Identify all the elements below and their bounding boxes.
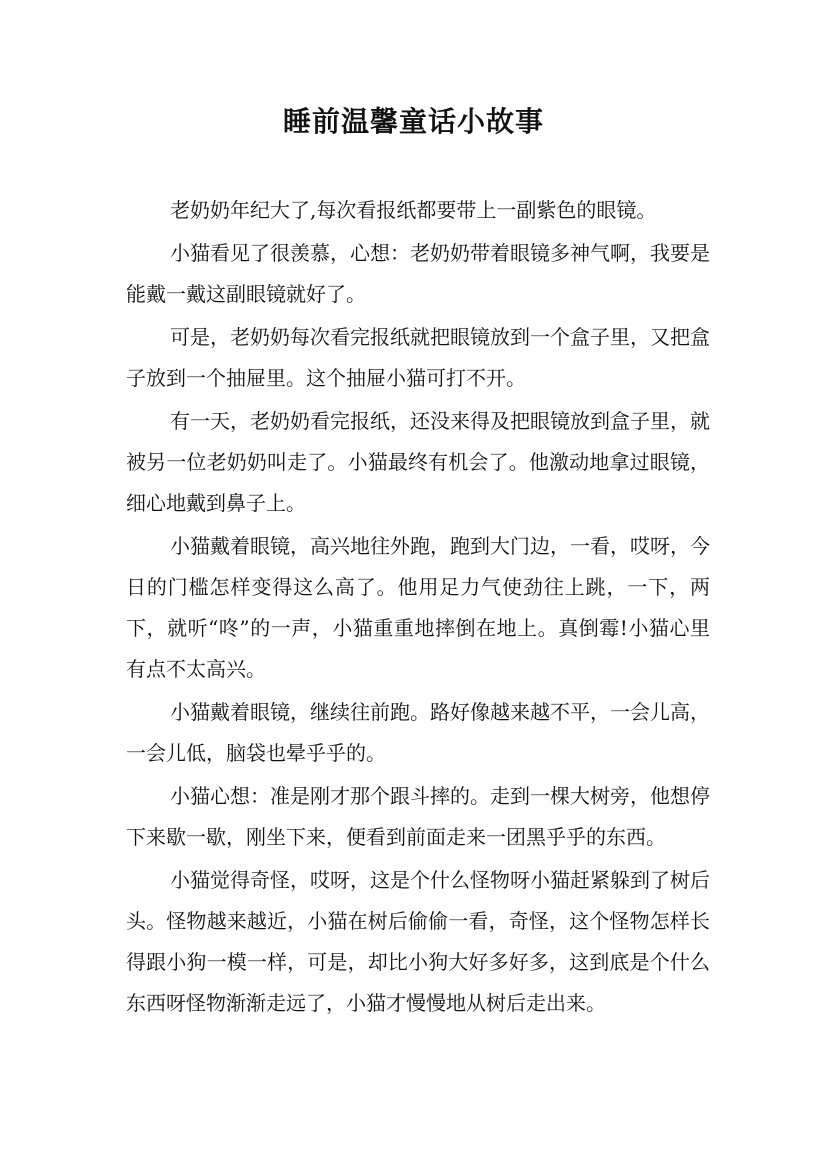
document-body <box>126 190 710 1026</box>
paragraph-6: 小猫戴着眼镜，继续往前跑。路好像越来越不平，一会儿高，一会儿低，脑袋也晕乎乎的。 <box>126 700 710 765</box>
paragraph-1: 老奶奶年纪大了,每次看报纸都要带上一副紫色的眼镜。 <box>170 198 657 222</box>
paragraph-3: 可是，老奶奶每次看完报纸就把眼镜放到一个盒子里，又把盒子放到一个抽屉里。这个抽屉小猫可打不开。 <box>126 325 710 390</box>
paragraph-2: 小猫看见了很羡慕，心想：老奶奶带着眼镜多神气啊，我要是能戴一戴这副眼镜就好了。 <box>126 241 710 306</box>
paragraph-8: 小猫觉得奇怪，哎呀，这是个什么怪物呀小猫赶紧躲到了树后头。怪物越来越近，小猫在树后偷偷一看，奇怪，这个怪物怎样长得跟小狗一模一样，可是，却比小狗大好多好多，这到底是个什么东西呀怪物渐渐走远了，小猫才慢慢地从树后走出来。 <box>126 868 710 1015</box>
paragraph-5: 小猫戴着眼镜，高兴地往外跑，跑到大门边，一看，哎呀，今日的门槛怎样变得这么高了。他用足力气使劲往上跳，一下，两下，就听“咚”的一声，小猫重重地摔倒在地上。真倒霉!小猫心里有点不太高兴。 <box>126 534 710 681</box>
document-title: 睡前温馨童话小故事 <box>282 105 544 138</box>
paragraph-7: 小猫心想：准是刚才那个跟斗摔的。走到一棵大树旁，他想停下来歇一歇，刚坐下来，便看到前面走来一团黑乎乎的东西。 <box>126 784 710 849</box>
paragraph-4: 有一天，老奶奶看完报纸，还没来得及把眼镜放到盒子里，就被另一位老奶奶叫走了。小猫最终有机会了。他激动地拿过眼镜，细心地戴到鼻子上。 <box>126 409 710 515</box>
